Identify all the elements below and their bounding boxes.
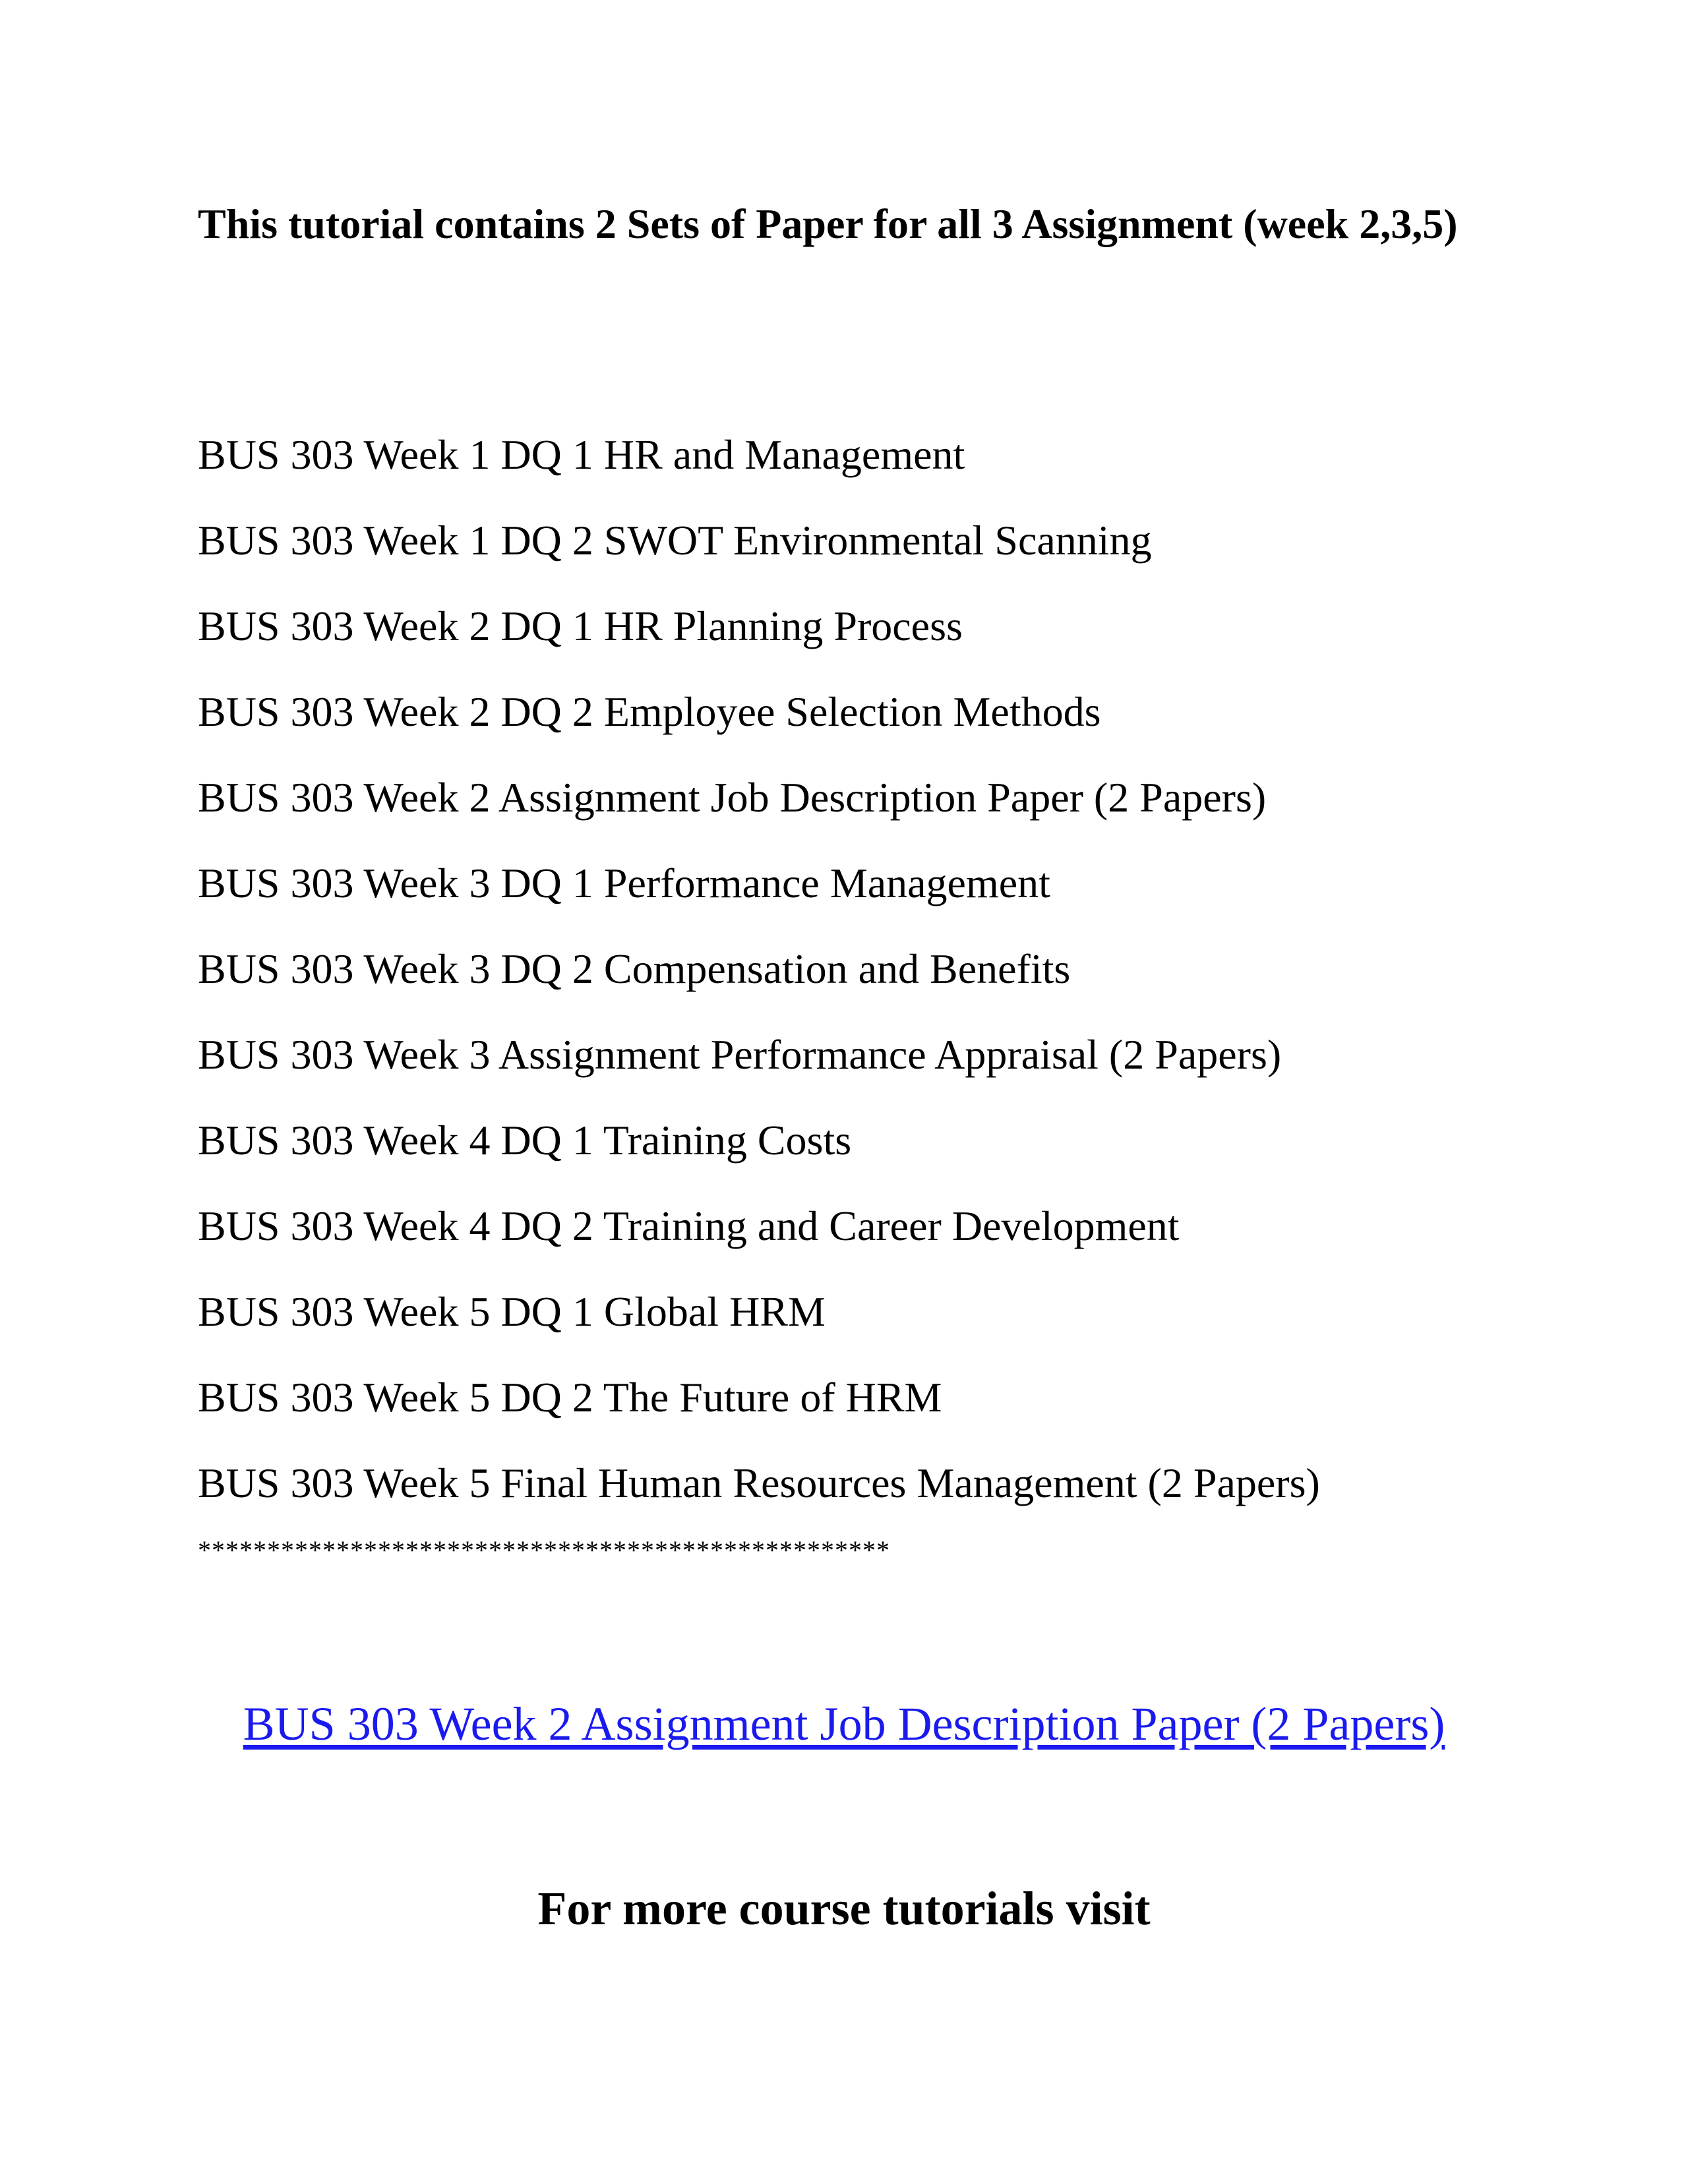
featured-course-link[interactable]: BUS 303 Week 2 Assignment Job Description Paper (2 Papers) bbox=[243, 1697, 1445, 1750]
intro-heading: This tutorial contains 2 Sets of Paper for all 3 Assignment (week 2,3,5) bbox=[198, 200, 1458, 247]
course-item: BUS 303 Week 1 DQ 1 HR and Management bbox=[198, 431, 965, 478]
course-item: BUS 303 Week 4 DQ 2 Training and Career Development bbox=[198, 1202, 1180, 1249]
course-item: BUS 303 Week 2 DQ 1 HR Planning Process bbox=[198, 603, 963, 649]
course-item: BUS 303 Week 5 DQ 1 Global HRM bbox=[198, 1288, 826, 1335]
course-item: BUS 303 Week 4 DQ 1 Training Costs bbox=[198, 1117, 852, 1164]
course-item: BUS 303 Week 2 DQ 2 Employee Selection Methods bbox=[198, 688, 1101, 735]
course-item: BUS 303 Week 3 Assignment Performance Appraisal (2 Papers) bbox=[198, 1031, 1282, 1078]
course-list bbox=[198, 422, 1320, 1536]
course-item: BUS 303 Week 1 DQ 2 SWOT Environmental Scanning bbox=[198, 517, 1152, 564]
featured-link-container bbox=[0, 1688, 1688, 1760]
course-item: BUS 303 Week 3 DQ 2 Compensation and Benefits bbox=[198, 945, 1071, 992]
asterisk-separator: ************************************************** bbox=[198, 1535, 890, 1565]
course-item: BUS 303 Week 2 Assignment Job Description Paper (2 Papers) bbox=[198, 774, 1267, 821]
course-item: BUS 303 Week 5 DQ 2 The Future of HRM bbox=[198, 1374, 942, 1421]
visit-heading: For more course tutorials visit bbox=[537, 1882, 1151, 1935]
course-item: BUS 303 Week 3 DQ 1 Performance Management bbox=[198, 860, 1050, 906]
course-item: BUS 303 Week 5 Final Human Resources Management (2 Papers) bbox=[198, 1460, 1320, 1506]
